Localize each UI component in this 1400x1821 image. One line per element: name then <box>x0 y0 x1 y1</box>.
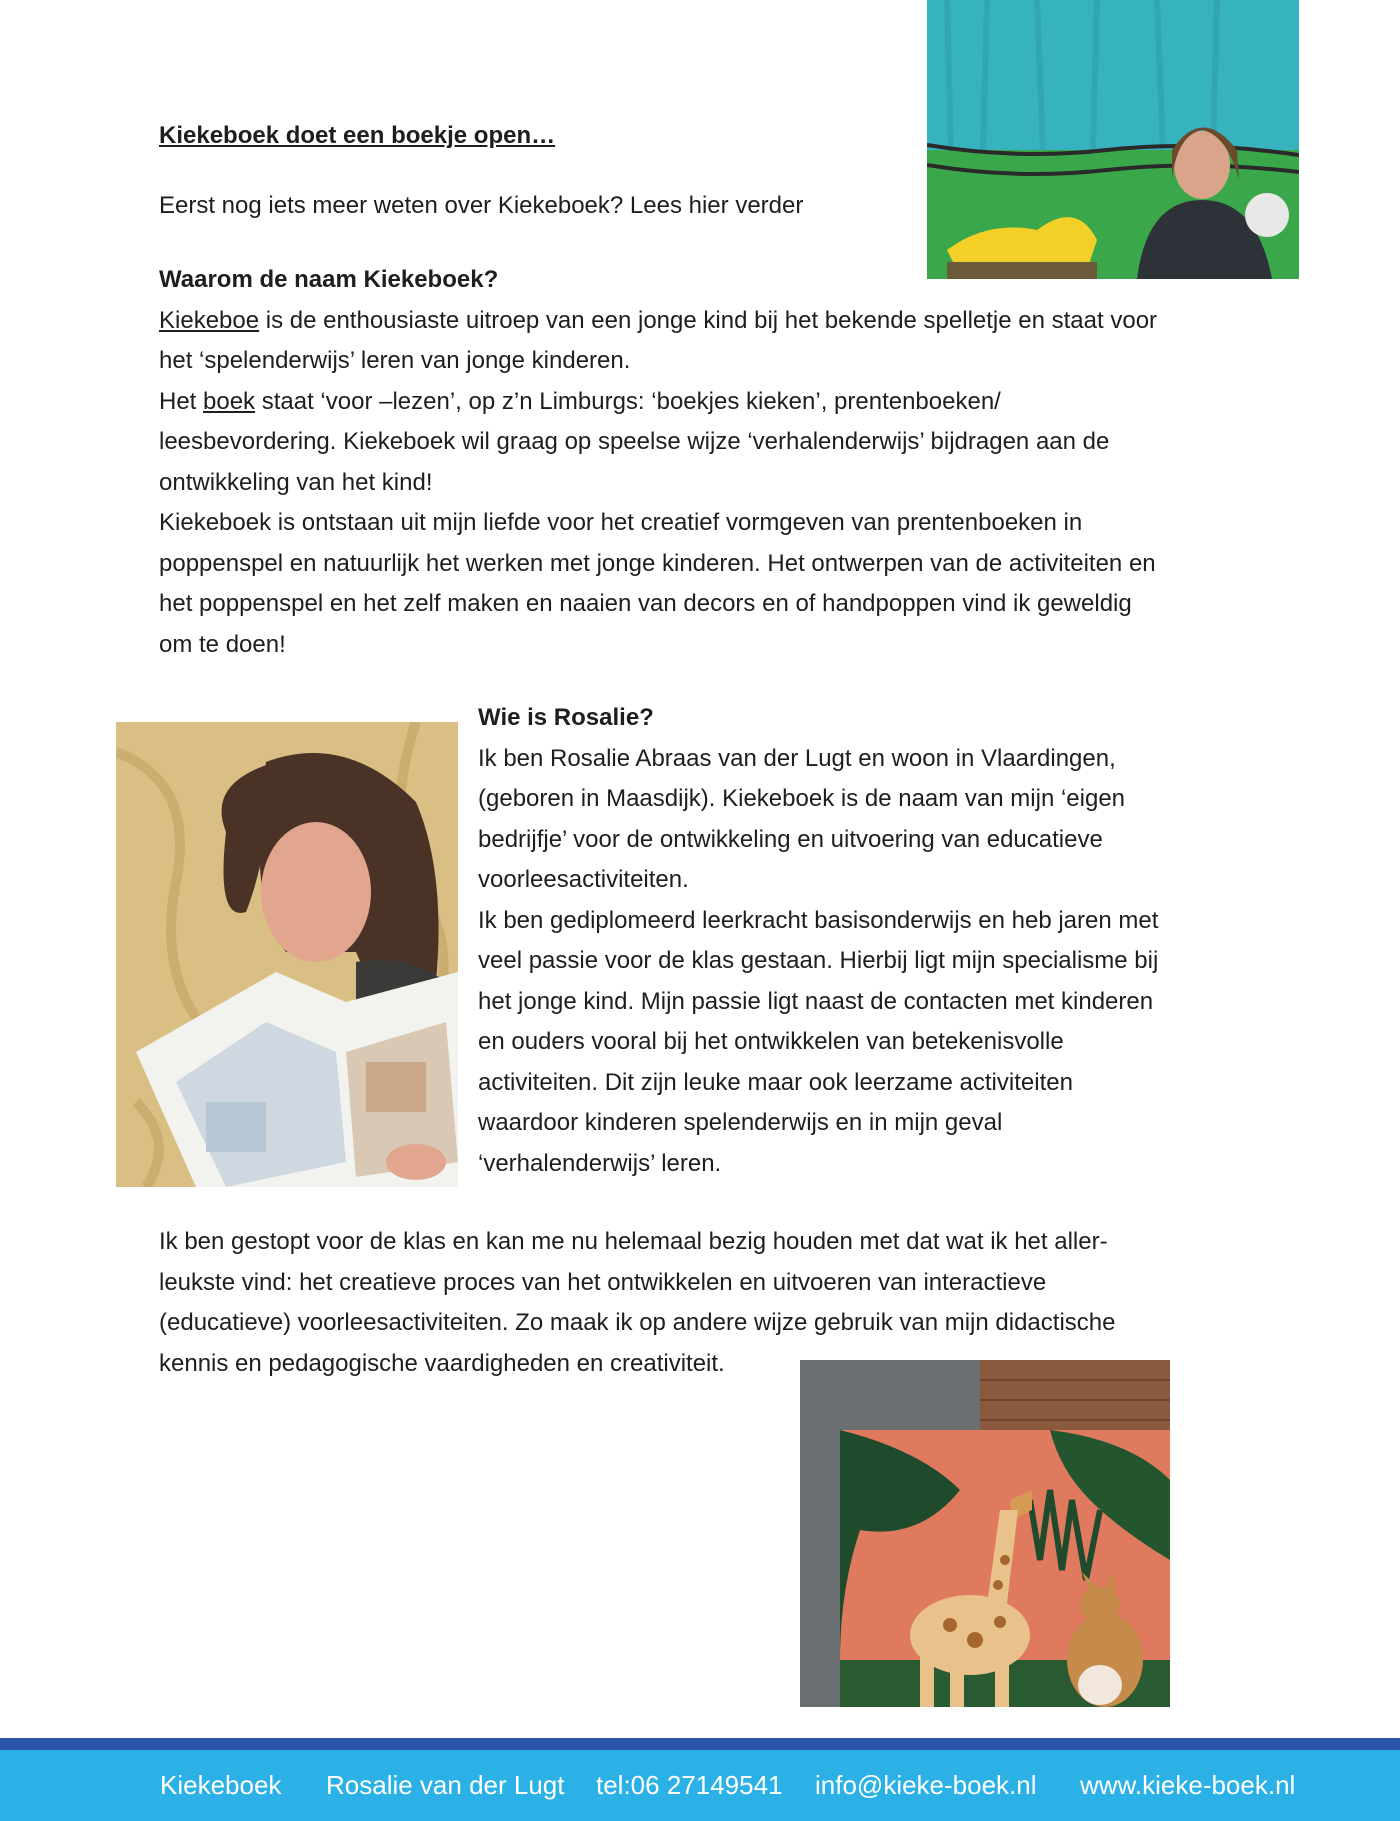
puppeteer-stage-photo <box>927 0 1299 279</box>
footer-tel-link[interactable]: tel:06 27149541 <box>596 1770 783 1800</box>
section-rosalie-heading: Wie is Rosalie? <box>478 704 654 731</box>
section-rosalie-para2: Ik ben gediplomeerd leerkracht basisonderwijs en heb jaren met veel passie voor de klas gestaan. Hierbij ligt mijn specialisme bij het jonge kind. Mijn passie ligt naast de contacten met kinderen en ouders vooral bij het ontwikkelen van betekenisvolle activiteiten. Dit zijn leuke maar ook leerzame activiteiten waardoor kinderen spelenderwijs en in mijn geval ‘verhalenderwijs’ leren. <box>478 906 1159 1177</box>
page-title: Kiekeboek doet een boekje open… <box>159 122 556 149</box>
kiekeboe-word: Kiekeboe <box>159 306 260 334</box>
section-naam-para2: Het boek staat ‘voor –lezen’, op z’n Limburgs: ‘boekjes kieken’, prentenboeken/ leesbevordering. Kiekeboek wil graag op speelse wijze ‘verhalenderwijs’ bijdragen aan de ontwikkeling van het kind! <box>159 387 1110 496</box>
footer-brand: Kiekeboek <box>160 1770 282 1800</box>
rosalie-reading-photo <box>116 722 458 1187</box>
section-naam <box>159 260 1169 665</box>
intro-text: Eerst nog iets meer weten over Kiekeboek? Lees hier verder <box>159 192 804 219</box>
boek-word: boek <box>203 387 256 415</box>
footer-bar <box>0 1750 1400 1821</box>
section-naam-para1: Kiekeboe is de enthousiaste uitroep van een jonge kind bij het bekende spelletje en staat voor het ‘spelenderwijs’ leren van jonge kinderen. <box>159 306 1158 374</box>
section-rosalie <box>478 698 1178 1184</box>
giraffe-stage-photo <box>800 1360 1170 1707</box>
footer-stripe <box>0 1738 1400 1750</box>
section-naam-heading: Waarom de naam Kiekeboek? <box>159 266 499 293</box>
footer-web-link[interactable]: www.kieke-boek.nl <box>1080 1770 1296 1800</box>
section-gestopt: Ik ben gestopt voor de klas en kan me nu helemaal bezig houden met dat wat ik het aller-leukste vind: het creatieve proces van het ontwikkelen en uitvoeren van interactieve (educatieve) voorleesactiviteiten. Zo maak ik op andere wijze gebruik van mijn didactische kennis en pedagogische vaardigheden en creativiteit. <box>159 1228 1116 1377</box>
section-naam-para3: Kiekeboek is ontstaan uit mijn liefde voor het creatief vormgeven van prentenboeken in poppenspel en natuurlijk het werken met jonge kinderen. Het ontwerpen van de activiteiten en het poppenspel en het zelf maken en naaien van decors en of handpoppen vind ik geweldig om te doen! <box>159 509 1156 658</box>
footer-name: Rosalie van der Lugt <box>326 1770 565 1800</box>
section-rosalie-para1: Ik ben Rosalie Abraas van der Lugt en woon in Vlaardingen, (geboren in Maasdijk). Kiekeboek is de naam van mijn ‘eigen bedrijfje’ voor de ontwikkeling en uitvoering van educatieve voorleesactiviteiten. <box>478 744 1126 893</box>
footer-email-link[interactable]: info@kieke-boek.nl <box>815 1770 1037 1800</box>
